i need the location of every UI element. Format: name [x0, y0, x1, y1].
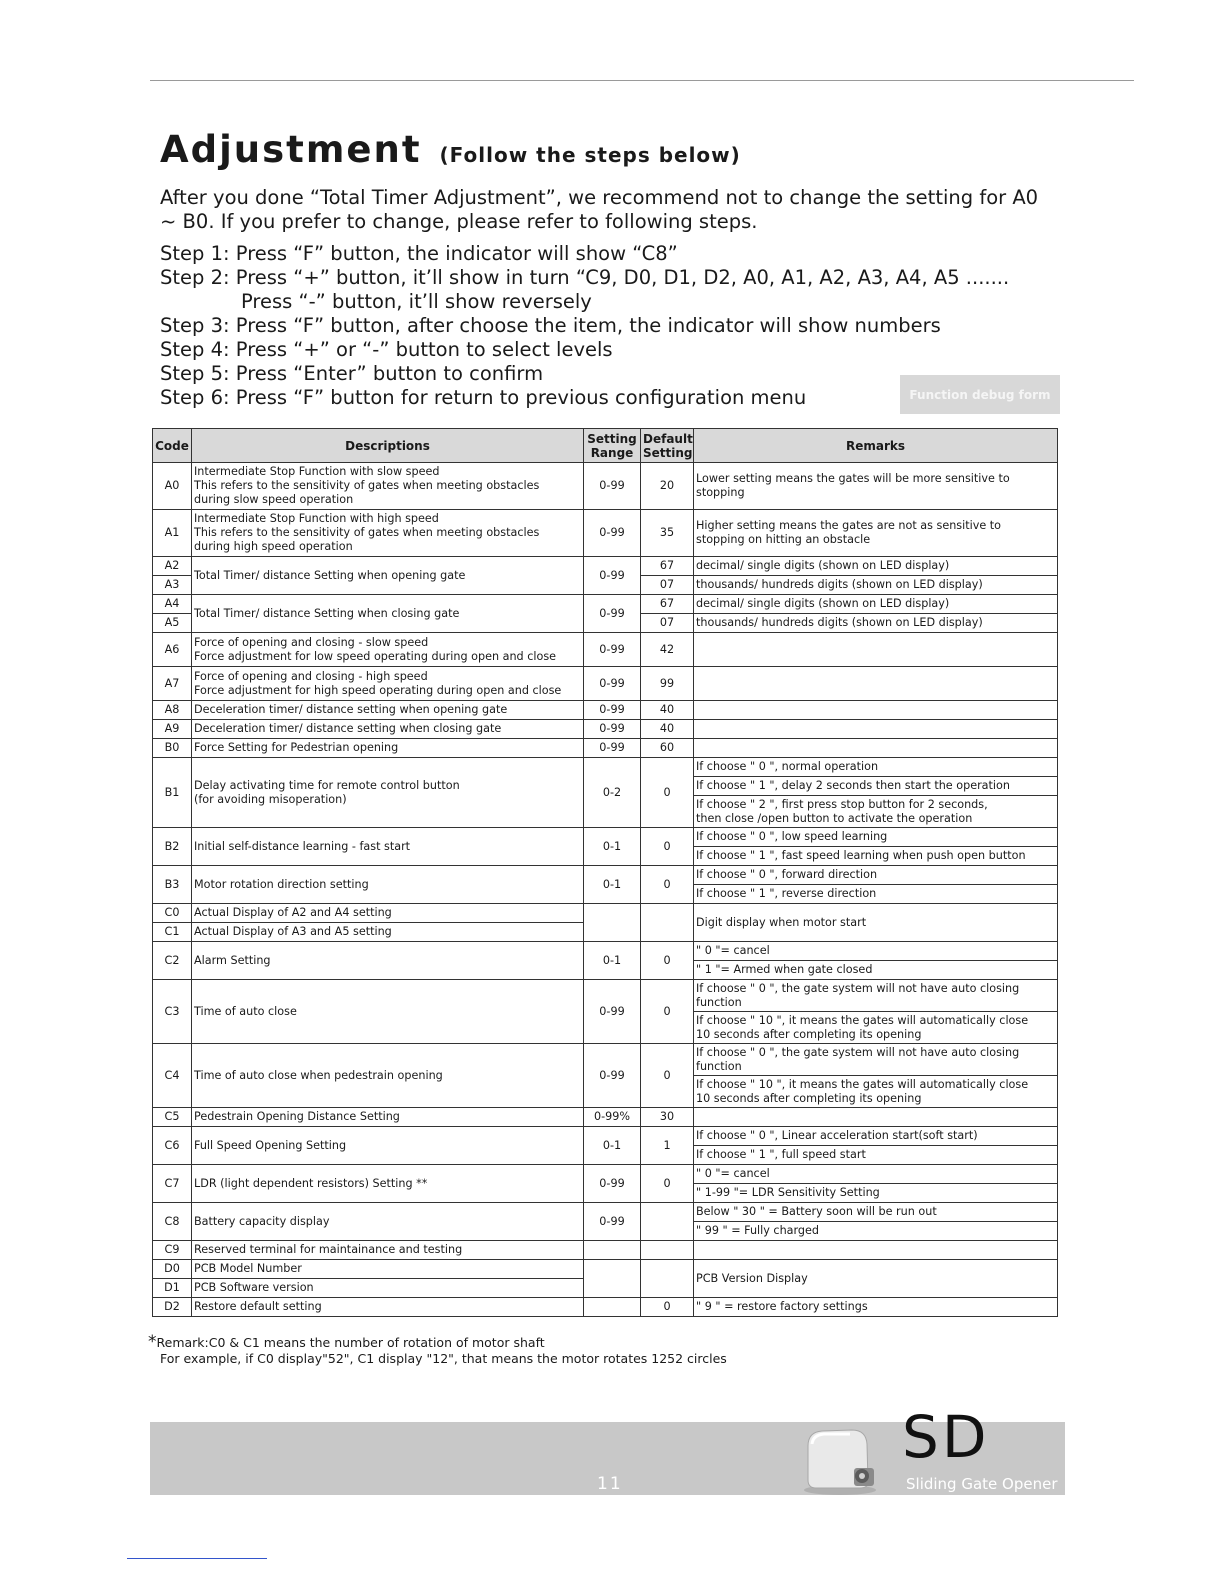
- remark-note: [148, 1334, 727, 1367]
- remark-cell: " 1 "= Armed when gate closed: [694, 961, 1058, 980]
- description-cell: Force Setting for Pedestrian opening: [192, 739, 584, 758]
- table-row: [153, 1203, 1058, 1222]
- default-cell: 0: [641, 1165, 694, 1203]
- range-cell: 0-99: [584, 463, 641, 510]
- code-cell: C1: [153, 923, 192, 942]
- description-cell: Total Timer/ distance Setting when closing gate: [192, 595, 584, 633]
- code-cell: C2: [153, 942, 192, 980]
- range-cell: 0-1: [584, 866, 641, 904]
- code-cell: D2: [153, 1298, 192, 1317]
- range-cell: 0-1: [584, 942, 641, 980]
- remark-cell: If choose " 0 ", forward direction: [694, 866, 1058, 885]
- step-4: Step 4: Press “+” or “-” button to select levels: [160, 338, 613, 361]
- description-cell: Time of auto close when pedestrain opening: [192, 1044, 584, 1108]
- step-2-continued: Press “-” button, it’ll show reversely: [241, 290, 592, 313]
- default-cell: 40: [641, 701, 694, 720]
- remark-cell: " 0 "= cancel: [694, 1165, 1058, 1184]
- default-cell: 30: [641, 1108, 694, 1127]
- code-cell: B3: [153, 866, 192, 904]
- function-debug-form-label: Function debug form: [900, 375, 1060, 414]
- description-cell: LDR (light dependent resistors) Setting **: [192, 1165, 584, 1203]
- default-cell: 35: [641, 510, 694, 557]
- range-cell: 0-99: [584, 1165, 641, 1203]
- table-row: [153, 1298, 1058, 1317]
- range-cell: 0-99: [584, 595, 641, 633]
- default-cell: [641, 1241, 694, 1260]
- code-cell: D1: [153, 1279, 192, 1298]
- code-cell: C0: [153, 904, 192, 923]
- step-3: Step 3: Press “F” button, after choose the item, the indicator will show numbers: [160, 314, 941, 337]
- remark-cell: " 1-99 "= LDR Sensitivity Setting: [694, 1184, 1058, 1203]
- remark-cell: Higher setting means the gates are not as sensitive to stopping on hitting an obstacle: [694, 510, 1058, 557]
- code-cell: C8: [153, 1203, 192, 1241]
- remark-cell: [694, 667, 1058, 701]
- code-cell: C3: [153, 980, 192, 1044]
- remark-line-2: For example, if C0 display"52", C1 display "12", that means the motor rotates 1252 circles: [160, 1351, 727, 1366]
- description-cell: Actual Display of A3 and A5 setting: [192, 923, 584, 942]
- default-cell: 67: [641, 595, 694, 614]
- description-cell: Delay activating time for remote control button (for avoiding misoperation): [192, 758, 584, 828]
- remark-cell: decimal/ single digits (shown on LED display): [694, 557, 1058, 576]
- remark-cell: " 9 " = restore factory settings: [694, 1298, 1058, 1317]
- range-cell: [584, 1241, 641, 1260]
- remark-cell: If choose " 0 ", low speed learning: [694, 828, 1058, 847]
- step-2: Step 2: Press “+” button, it’ll show in turn “C9, D0, D1, D2, A0, A1, A2, A3, A4, A5 .......: [160, 266, 1010, 289]
- default-cell: 0: [641, 1298, 694, 1317]
- table-row: [153, 1127, 1058, 1146]
- description-cell: Intermediate Stop Function with high speed This refers to the sensitivity of gates when meeting obstacles during high speed operation: [192, 510, 584, 557]
- description-cell: Force of opening and closing - high speed Force adjustment for high speed operating during open and close: [192, 667, 584, 701]
- table-header-row: [153, 429, 1058, 463]
- description-cell: Force of opening and closing - slow speed Force adjustment for low speed operating during open and close: [192, 633, 584, 667]
- table-row: [153, 904, 1058, 923]
- description-cell: Initial self-distance learning - fast start: [192, 828, 584, 866]
- table-row: [153, 1044, 1058, 1076]
- table-row: [153, 720, 1058, 739]
- title-main: Adjustment: [160, 128, 422, 171]
- code-cell: B1: [153, 758, 192, 828]
- code-cell: B2: [153, 828, 192, 866]
- default-cell: 0: [641, 1044, 694, 1108]
- code-cell: A2: [153, 557, 192, 576]
- description-cell: Time of auto close: [192, 980, 584, 1044]
- remark-cell: [694, 633, 1058, 667]
- table-row: [153, 595, 1058, 614]
- page-number: 11: [597, 1474, 623, 1494]
- top-rule: [150, 80, 1134, 81]
- code-cell: A6: [153, 633, 192, 667]
- table-row: [153, 633, 1058, 667]
- table-row: [153, 1165, 1058, 1184]
- remark-cell: thousands/ hundreds digits (shown on LED display): [694, 614, 1058, 633]
- default-cell: 07: [641, 576, 694, 595]
- default-cell: [641, 1203, 694, 1241]
- description-cell: Restore default setting: [192, 1298, 584, 1317]
- description-cell: Deceleration timer/ distance setting when opening gate: [192, 701, 584, 720]
- page-title: [160, 128, 741, 171]
- code-cell: B0: [153, 739, 192, 758]
- default-cell: 42: [641, 633, 694, 667]
- code-cell: C5: [153, 1108, 192, 1127]
- remark-cell: If choose " 0 ", the gate system will not have auto closing function: [694, 1044, 1058, 1076]
- code-cell: A4: [153, 595, 192, 614]
- default-cell: 60: [641, 739, 694, 758]
- remark-line-1: *Remark:C0 & C1 means the number of rotation of motor shaft: [148, 1332, 545, 1352]
- remark-cell: decimal/ single digits (shown on LED display): [694, 595, 1058, 614]
- table-row: [153, 557, 1058, 576]
- description-cell: Full Speed Opening Setting: [192, 1127, 584, 1165]
- step-1: Step 1: Press “F” button, the indicator will show “C8”: [160, 242, 678, 265]
- table-row: [153, 463, 1058, 510]
- range-cell: 0-99: [584, 633, 641, 667]
- remark-cell: [694, 701, 1058, 720]
- range-cell: 0-99: [584, 510, 641, 557]
- range-cell: 0-99: [584, 557, 641, 595]
- gate-opener-motor-icon: [800, 1424, 878, 1496]
- remark-cell: If choose " 1 ", fast speed learning when push open button: [694, 847, 1058, 866]
- default-cell: 1: [641, 1127, 694, 1165]
- range-cell: 0-99: [584, 1203, 641, 1241]
- code-cell: A3: [153, 576, 192, 595]
- table-row: [153, 866, 1058, 885]
- default-cell: 0: [641, 980, 694, 1044]
- step-5: Step 5: Press “Enter” button to confirm: [160, 362, 544, 385]
- default-cell: 0: [641, 866, 694, 904]
- code-cell: A5: [153, 614, 192, 633]
- remark-cell: PCB Version Display: [694, 1260, 1058, 1298]
- remark-cell: If choose " 1 ", full speed start: [694, 1146, 1058, 1165]
- default-cell: 07: [641, 614, 694, 633]
- range-cell: 0-99: [584, 720, 641, 739]
- remark-cell: " 99 " = Fully charged: [694, 1222, 1058, 1241]
- range-cell: 0-1: [584, 828, 641, 866]
- description-cell: PCB Software version: [192, 1279, 584, 1298]
- code-cell: C6: [153, 1127, 192, 1165]
- code-cell: A9: [153, 720, 192, 739]
- range-cell: 0-2: [584, 758, 641, 828]
- table-row: [153, 1108, 1058, 1127]
- remark-cell: If choose " 0 ", normal operation: [694, 758, 1058, 777]
- range-cell: 0-99%: [584, 1108, 641, 1127]
- remark-cell: Below " 30 " = Battery soon will be run out: [694, 1203, 1058, 1222]
- default-cell: [641, 1260, 694, 1298]
- function-debug-table: [152, 428, 1058, 1317]
- asterisk-icon: *: [148, 1332, 157, 1352]
- table-row: [153, 1260, 1058, 1279]
- code-cell: A1: [153, 510, 192, 557]
- default-cell: [641, 904, 694, 942]
- remark-cell: [694, 1108, 1058, 1127]
- description-cell: Reserved terminal for maintainance and testing: [192, 1241, 584, 1260]
- default-cell: 40: [641, 720, 694, 739]
- description-cell: Pedestrain Opening Distance Setting: [192, 1108, 584, 1127]
- range-cell: [584, 1260, 641, 1298]
- step-6: Step 6: Press “F” button for return to previous configuration menu: [160, 386, 807, 409]
- description-cell: Actual Display of A2 and A4 setting: [192, 904, 584, 923]
- default-cell: 99: [641, 667, 694, 701]
- remark-cell: If choose " 0 ", Linear acceleration start(soft start): [694, 1127, 1058, 1146]
- code-cell: A0: [153, 463, 192, 510]
- code-cell: A8: [153, 701, 192, 720]
- description-cell: Deceleration timer/ distance setting when closing gate: [192, 720, 584, 739]
- header-default-setting: Default Setting: [641, 429, 694, 463]
- range-cell: 0-1: [584, 1127, 641, 1165]
- range-cell: [584, 1298, 641, 1317]
- default-cell: 0: [641, 758, 694, 828]
- table-row: [153, 758, 1058, 777]
- default-cell: 0: [641, 828, 694, 866]
- range-cell: 0-99: [584, 739, 641, 758]
- remark-cell: If choose " 10 ", it means the gates will automatically close 10 seconds after completing its opening: [694, 1076, 1058, 1108]
- code-cell: D0: [153, 1260, 192, 1279]
- default-cell: 0: [641, 942, 694, 980]
- table-row: [153, 701, 1058, 720]
- description-cell: Battery capacity display: [192, 1203, 584, 1241]
- code-cell: A7: [153, 667, 192, 701]
- range-cell: 0-99: [584, 980, 641, 1044]
- default-cell: 20: [641, 463, 694, 510]
- remark-cell: " 0 "= cancel: [694, 942, 1058, 961]
- code-cell: C7: [153, 1165, 192, 1203]
- remark-cell: [694, 1241, 1058, 1260]
- title-subtitle: (Follow the steps below): [439, 143, 741, 167]
- header-remarks: Remarks: [694, 429, 1058, 463]
- header-code: Code: [153, 429, 192, 463]
- table-row: [153, 510, 1058, 557]
- remark-cell: If choose " 0 ", the gate system will not have auto closing function: [694, 980, 1058, 1012]
- description-cell: Total Timer/ distance Setting when opening gate: [192, 557, 584, 595]
- table-row: [153, 1241, 1058, 1260]
- range-cell: 0-99: [584, 701, 641, 720]
- table-row: [153, 667, 1058, 701]
- range-cell: [584, 904, 641, 942]
- description-cell: PCB Model Number: [192, 1260, 584, 1279]
- description-cell: Alarm Setting: [192, 942, 584, 980]
- remark-cell: If choose " 2 ", first press stop button for 2 seconds, then close /open button to activate the operation: [694, 796, 1058, 828]
- remark-cell: [694, 739, 1058, 758]
- table-row: [153, 942, 1058, 961]
- brand-logo: SD: [902, 1403, 990, 1471]
- intro-paragraph: After you done “Total Timer Adjustment”, we recommend not to change the setting for A0 ~ B0. If you prefer to change, please refer to following steps.: [160, 186, 1039, 233]
- code-cell: C9: [153, 1241, 192, 1260]
- table-row: [153, 739, 1058, 758]
- description-cell: Intermediate Stop Function with slow speed This refers to the sensitivity of gates when meeting obstacles during slow speed operation: [192, 463, 584, 510]
- product-tagline: Sliding Gate Opener: [906, 1475, 1058, 1493]
- code-cell: C4: [153, 1044, 192, 1108]
- range-cell: 0-99: [584, 1044, 641, 1108]
- remark-cell: Lower setting means the gates will be more sensitive to stopping: [694, 463, 1058, 510]
- remark-cell: If choose " 1 ", reverse direction: [694, 885, 1058, 904]
- remark-cell: If choose " 1 ", delay 2 seconds then start the operation: [694, 777, 1058, 796]
- header-descriptions: Descriptions: [192, 429, 584, 463]
- remark-cell: Digit display when motor start: [694, 904, 1058, 942]
- header-setting-range: Setting Range: [584, 429, 641, 463]
- table-row: [153, 980, 1058, 1012]
- remark-cell: If choose " 10 ", it means the gates will automatically close 10 seconds after completing its opening: [694, 1012, 1058, 1044]
- default-cell: 67: [641, 557, 694, 576]
- range-cell: 0-99: [584, 667, 641, 701]
- description-cell: Motor rotation direction setting: [192, 866, 584, 904]
- remark-cell: [694, 720, 1058, 739]
- bottom-link-underline: [127, 1558, 267, 1559]
- remark-cell: thousands/ hundreds digits (shown on LED display): [694, 576, 1058, 595]
- table-row: [153, 828, 1058, 847]
